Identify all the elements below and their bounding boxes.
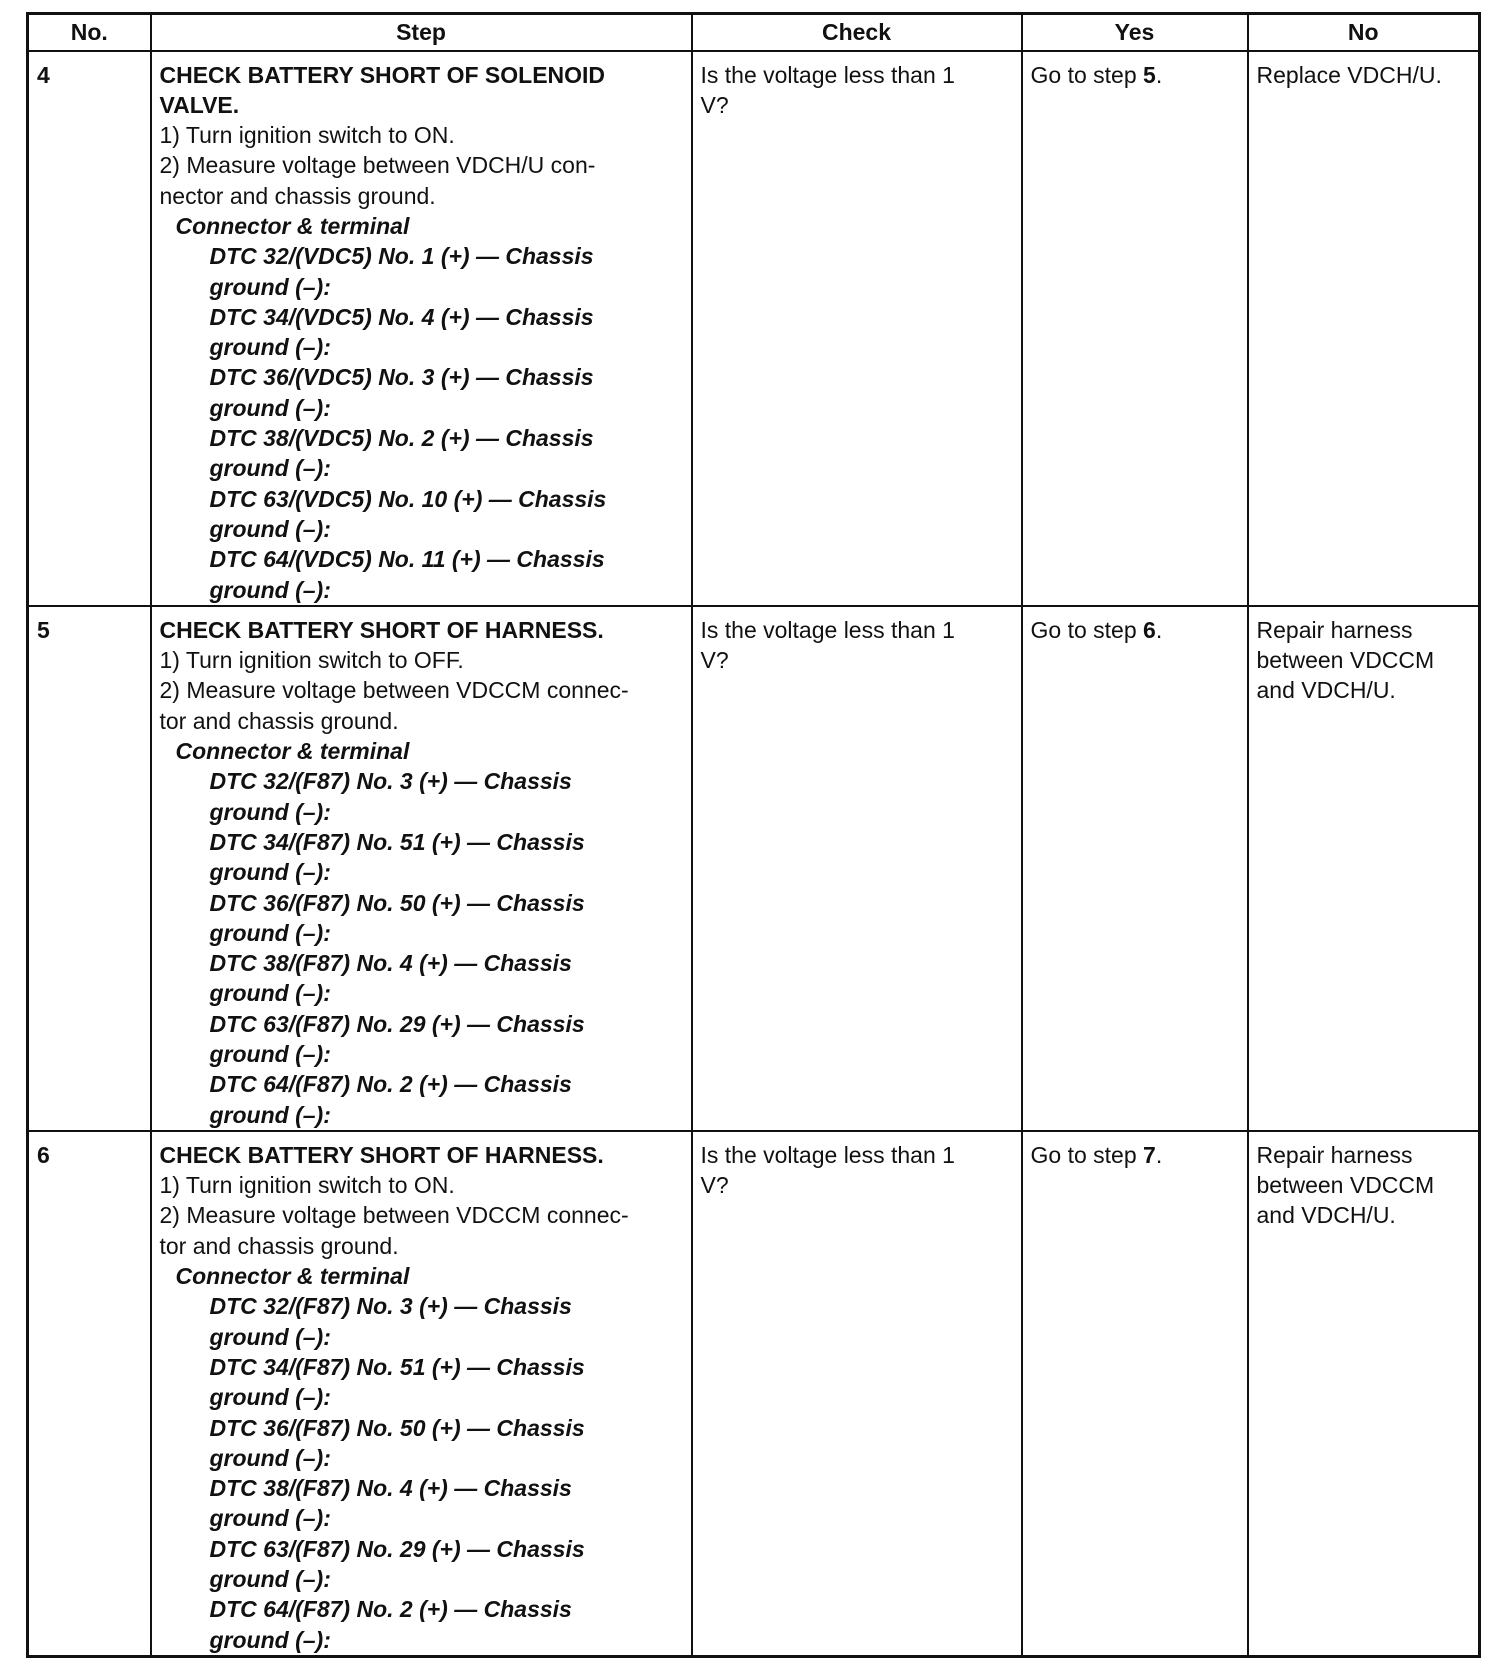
terminal-line: ground (–): [209, 980, 331, 1007]
terminal-line: DTC 32/(F87) No. 3 (+) — Chassis [209, 1293, 572, 1320]
step-number: 4 [28, 51, 151, 606]
no-text: and VDCH/U. [1256, 1202, 1396, 1229]
table-row [28, 51, 1480, 606]
terminal-line: ground (–): [209, 1566, 331, 1593]
yes-prefix: Go to step [1030, 1141, 1144, 1168]
terminal-line: DTC 64/(F87) No. 2 (+) — Chassis [209, 1596, 572, 1623]
terminal-line: DTC 64/(F87) No. 2 (+) — Chassis [209, 1071, 572, 1098]
no-cell [1248, 1131, 1480, 1657]
step-instruction: 1) Turn ignition switch to OFF. [159, 647, 464, 674]
terminal-line: DTC 63/(VDC5) No. 10 (+) — Chassis [209, 485, 607, 512]
terminal-line: DTC 34/(F87) No. 51 (+) — Chassis [209, 1353, 585, 1380]
header-step: Step [151, 14, 692, 51]
terminal-line: ground (–): [209, 859, 331, 886]
terminal-line: ground (–): [209, 1323, 331, 1350]
terminal-line: ground (–): [209, 394, 331, 421]
yes-step-number: 7 [1143, 1141, 1156, 1168]
terminal-line: ground (–): [209, 1041, 331, 1067]
header-no-result: No [1248, 14, 1480, 51]
step-instruction: 2) Measure voltage between VDCH/U con- [159, 152, 596, 179]
terminal-line: ground (–): [209, 1101, 331, 1128]
terminal-line: DTC 32/(F87) No. 3 (+) — Chassis [209, 768, 572, 795]
no-cell [1248, 606, 1480, 1131]
yes-step-number: 5 [1143, 61, 1156, 88]
check-text: V? [700, 1172, 729, 1199]
check-cell [692, 606, 1022, 1131]
terminal-line: ground (–): [209, 273, 331, 300]
step-instruction: 1) Turn ignition switch to ON. [159, 1172, 455, 1199]
terminal-line: DTC 64/(VDC5) No. 11 (+) — Chassis [209, 546, 605, 573]
step-title: VALVE. [159, 91, 240, 118]
step-instruction: 2) Measure voltage between VDCCM connec- [159, 1202, 629, 1229]
no-text: between VDCCM [1256, 1172, 1435, 1199]
terminal-line: ground (–): [209, 576, 331, 603]
terminal-line: DTC 32/(VDC5) No. 1 (+) — Chassis [209, 243, 594, 270]
check-text: Is the voltage less than 1 [700, 1141, 955, 1168]
no-cell [1248, 51, 1480, 606]
table-row [28, 606, 1480, 1131]
step-instruction: tor and chassis ground. [159, 1232, 399, 1259]
yes-suffix: . [1155, 616, 1163, 643]
terminal-line: DTC 38/(VDC5) No. 2 (+) — Chassis [209, 425, 594, 452]
step-title: CHECK BATTERY SHORT OF SOLENOID [159, 61, 606, 88]
step-cell [151, 606, 692, 1131]
diagnostic-table [26, 12, 1481, 1658]
yes-suffix: . [1155, 1141, 1163, 1168]
step-title: CHECK BATTERY SHORT OF HARNESS. [159, 616, 604, 643]
connector-heading: Connector & terminal [175, 738, 410, 765]
terminal-line: DTC 63/(F87) No. 29 (+) — Chassis [209, 1535, 585, 1562]
terminal-line: ground (–): [209, 1444, 331, 1471]
check-cell [692, 1131, 1022, 1657]
terminal-line: ground (–): [209, 919, 331, 946]
step-instruction: 2) Measure voltage between VDCCM connec- [159, 677, 629, 704]
no-text: Repair harness [1256, 1141, 1413, 1168]
table-row [28, 1131, 1480, 1657]
terminal-line: ground (–): [209, 515, 331, 542]
terminal-line: ground (–): [209, 1505, 331, 1532]
yes-suffix: . [1155, 61, 1163, 88]
yes-cell [1022, 606, 1248, 1131]
step-instruction: nector and chassis ground. [159, 182, 436, 209]
terminal-line: ground (–): [209, 455, 331, 482]
terminal-line: DTC 38/(F87) No. 4 (+) — Chassis [209, 950, 572, 977]
terminal-line: DTC 63/(F87) No. 29 (+) — Chassis [209, 1010, 585, 1037]
step-instruction: 1) Turn ignition switch to ON. [159, 122, 455, 149]
terminal-line: ground (–): [209, 1384, 331, 1411]
check-text: V? [700, 91, 729, 118]
step-cell [151, 51, 692, 606]
step-instruction: tor and chassis ground. [159, 707, 399, 734]
yes-prefix: Go to step [1030, 616, 1144, 643]
header-check: Check [692, 14, 1022, 51]
no-text: between VDCCM [1256, 647, 1435, 674]
check-cell [692, 51, 1022, 606]
terminal-line: DTC 36/(VDC5) No. 3 (+) — Chassis [209, 364, 594, 391]
table-body [28, 51, 1480, 1657]
check-text: Is the voltage less than 1 [700, 61, 955, 88]
terminal-line: DTC 36/(F87) No. 50 (+) — Chassis [209, 1414, 585, 1441]
terminal-line: DTC 34/(VDC5) No. 4 (+) — Chassis [209, 303, 594, 330]
terminal-line: DTC 34/(F87) No. 51 (+) — Chassis [209, 828, 585, 855]
connector-heading: Connector & terminal [175, 212, 410, 239]
step-cell [151, 1131, 692, 1657]
terminal-line: ground (–): [209, 798, 331, 825]
yes-cell [1022, 1131, 1248, 1657]
check-text: Is the voltage less than 1 [700, 616, 955, 643]
terminal-line: DTC 36/(F87) No. 50 (+) — Chassis [209, 889, 585, 916]
no-text: and VDCH/U. [1256, 677, 1396, 704]
header-row [28, 14, 1480, 51]
check-text: V? [700, 647, 729, 674]
header-yes: Yes [1022, 14, 1248, 51]
yes-step-number: 6 [1143, 616, 1156, 643]
step-number: 6 [28, 1131, 151, 1657]
step-number: 5 [28, 606, 151, 1131]
no-text: Replace VDCH/U. [1256, 61, 1442, 88]
step-title: CHECK BATTERY SHORT OF HARNESS. [159, 1141, 604, 1168]
terminal-line: ground (–): [209, 334, 331, 361]
header-no: No. [28, 14, 151, 51]
yes-prefix: Go to step [1030, 61, 1144, 88]
terminal-line: DTC 38/(F87) No. 4 (+) — Chassis [209, 1475, 572, 1502]
terminal-line: ground (–): [209, 1626, 331, 1653]
connector-heading: Connector & terminal [175, 1263, 410, 1290]
no-text: Repair harness [1256, 616, 1413, 643]
yes-cell [1022, 51, 1248, 606]
